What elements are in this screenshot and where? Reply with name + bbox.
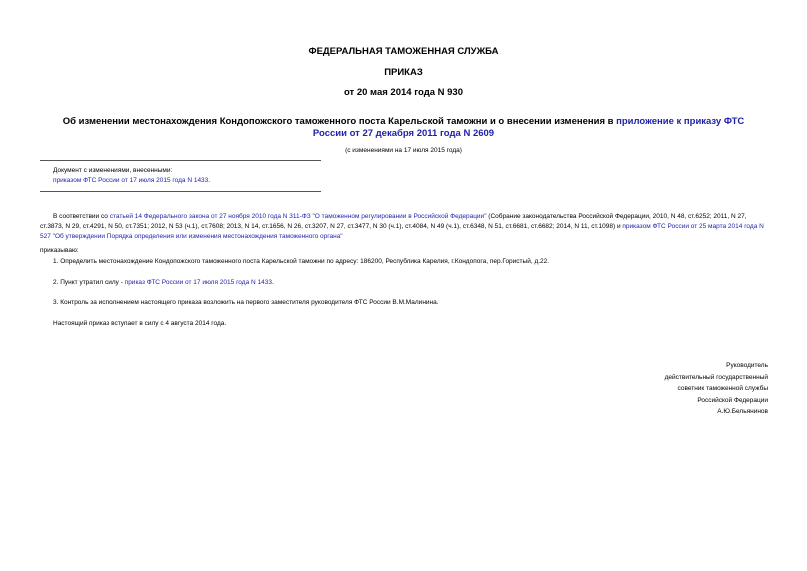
signer-rank-3: Российской Федерации bbox=[697, 396, 768, 404]
signature-block bbox=[568, 360, 768, 418]
top-divider bbox=[40, 160, 321, 161]
order-527-link[interactable]: приказом ФТС России от 25 марта 2014 года N 527 "Об утверждении Порядка определения или изменения местонахождения таможенного органа" bbox=[40, 223, 764, 240]
preamble-text-1: В соответствии со bbox=[53, 213, 110, 220]
bottom-divider bbox=[40, 191, 321, 192]
title-link[interactable]: приложение к приказу ФТС России от 27 декабря 2011 года N 2609 bbox=[312, 116, 745, 139]
item-1: 1. Определить местонахождение Кондопожского таможенного поста Карельской таможни по адресу: 186200, Республика Карелия, г.Кондопога, пер.Гористый, д.22. bbox=[53, 258, 550, 265]
doc-title bbox=[45, 116, 762, 140]
changes-link[interactable]: приказом ФТС России от 17 июля 2015 года N 1433 bbox=[53, 177, 209, 184]
item-2 bbox=[40, 278, 766, 288]
effective-date: Настоящий приказ вступает в силу с 4 августа 2014 года. bbox=[53, 320, 227, 327]
signer-name: А.Ю.Бельянинов bbox=[717, 408, 768, 415]
preamble-paragraph bbox=[40, 212, 766, 242]
doc-title-text: Об изменении местонахождения Кондопожского таможенного поста Карельской таможни и о внесении изменения в bbox=[62, 116, 617, 127]
item-2-link[interactable]: приказ ФТС России от 17 июля 2015 года N 1433 bbox=[124, 279, 272, 286]
changes-line bbox=[53, 176, 333, 186]
law-link[interactable]: статьей 14 Федерального закона от 27 ноября 2010 года N 311-ФЗ "О таможенном регулировании в Российской Федерации" bbox=[109, 213, 487, 220]
changes-end: . bbox=[208, 177, 211, 184]
order-word: приказываю: bbox=[40, 247, 79, 254]
signer-rank-1: действительный государственный bbox=[664, 373, 768, 381]
item-3: 3. Контроль за исполнением настоящего приказа возложить на первого заместителя руководителя ФТС России В.М.Малинина. bbox=[53, 299, 439, 306]
preamble-text-2: (Собрание законодательства Российской Федерации, 2010, N 48, ст.6252; 2011, N 27, ст.3873, N 29, ст.4291, N 50, ст.7351; 2012, N 53 (ч.1), ст.7608; 2013, N 14, ст.1656, N 26, ст.3207, N 27, ст.3477, N 30 (ч.1), ст.4084, N 49 (ч.1), ст.6348, N 51, ст.6681, ст.6682; 2014, N 11, ст.1098) и bbox=[40, 213, 747, 230]
changes-label: Документ с изменениями, внесенными: bbox=[53, 167, 173, 174]
signer-rank-2: советник таможенной службы bbox=[677, 385, 768, 392]
item-2-text: 2. Пункт утратил силу - bbox=[53, 279, 125, 286]
doc-type: ПРИКАЗ bbox=[384, 67, 423, 78]
item-2-end: . bbox=[271, 279, 274, 286]
signer-position: Руководитель bbox=[726, 362, 768, 369]
revision-note: (с изменениями на 17 июля 2015 года) bbox=[345, 147, 462, 154]
changes-block bbox=[53, 166, 333, 186]
doc-date-number: от 20 мая 2014 года N 930 bbox=[343, 87, 464, 98]
agency-name: ФЕДЕРАЛЬНАЯ ТАМОЖЕННАЯ СЛУЖБА bbox=[308, 46, 499, 57]
